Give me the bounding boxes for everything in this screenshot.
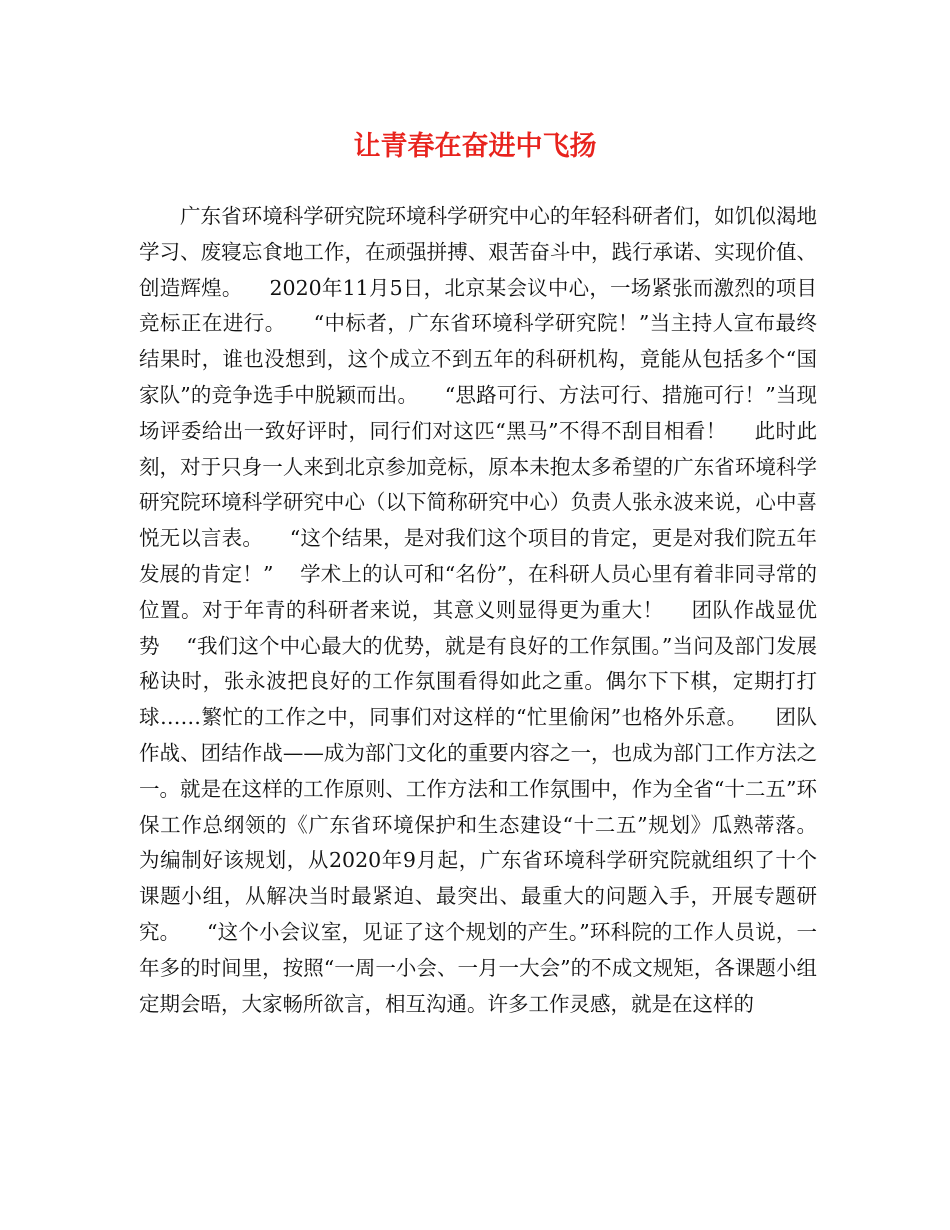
document-title: 让青春在奋进中飞扬 (353, 131, 597, 162)
document-body-paragraph: 广东省环境科学研究院环境科学研究中心的年轻科研者们，如饥似渴地学习、废寝忘食地工作，在顽强拼搏、艰苦奋斗中，践行承诺、实现价值、创造辉煌。 2020年11月5日，北京某会议中心，一场紧张而激烈的项目竞标正在进行。 “中标者，广东省环境科学研究院！”当主持人宣布最终结果时，谁也没想到，这个成立不到五年的科研机构，竟能从包括多个“国家队”的竞争选手中脱颖而出。 “思路可行、方法可行、措施可行！”当现场评委给出一致好评时，同行们对这匹“黑马”不得不刮目相看！ 此时此刻，对于只身一人来到北京参加竞标，原本未抱太多希望的广东省环境科学研究院环境科学研究中心（以下简称研究中心）负责人张永波来说，心中喜悦无以言表。 “这个结果，是对我们这个项目的肯定，更是对我们院五年发展的肯定！” 学术上的认可和“名份”，在科研人员心里有着非同寻常的位置。对于年青的科研者来说，其意义则显得更为重大！ 团队作战显优势 “我们这个中心最大的优势，就是有良好的工作氛围。”当问及部门发展秘诀时，张永波把良好的工作氛围看得如此之重。偶尔下下棋，定期打打球……繁忙的工作之中，同事们对这样的“忙里偷闲”也格外乐意。 团队作战、团结作战——成为部门文化的重要内容之一，也成为部门工作方法之一。就是在这样的工作原则、工作方法和工作氛围中，作为全省“十二五”环保工作总纲领的《广东省环境保护和生态建设“十二五”规划》瓜熟蒂落。 为编制好该规划，从2020年9月起，广东省环境科学研究院就组织了十个课题小组，从解决当时最紧迫、最突出、最重大的问题入手，开展专题研究。 “这个小会议室，见证了这个规划的产生。”环科院的工作人员说，一年多的时间里，按照“一周一小会、一月一大会”的不成文规矩，各课题小组定期会晤，大家畅所欲言，相互沟通。许多工作灵感，就是在这样的 (139, 204, 844, 1016)
